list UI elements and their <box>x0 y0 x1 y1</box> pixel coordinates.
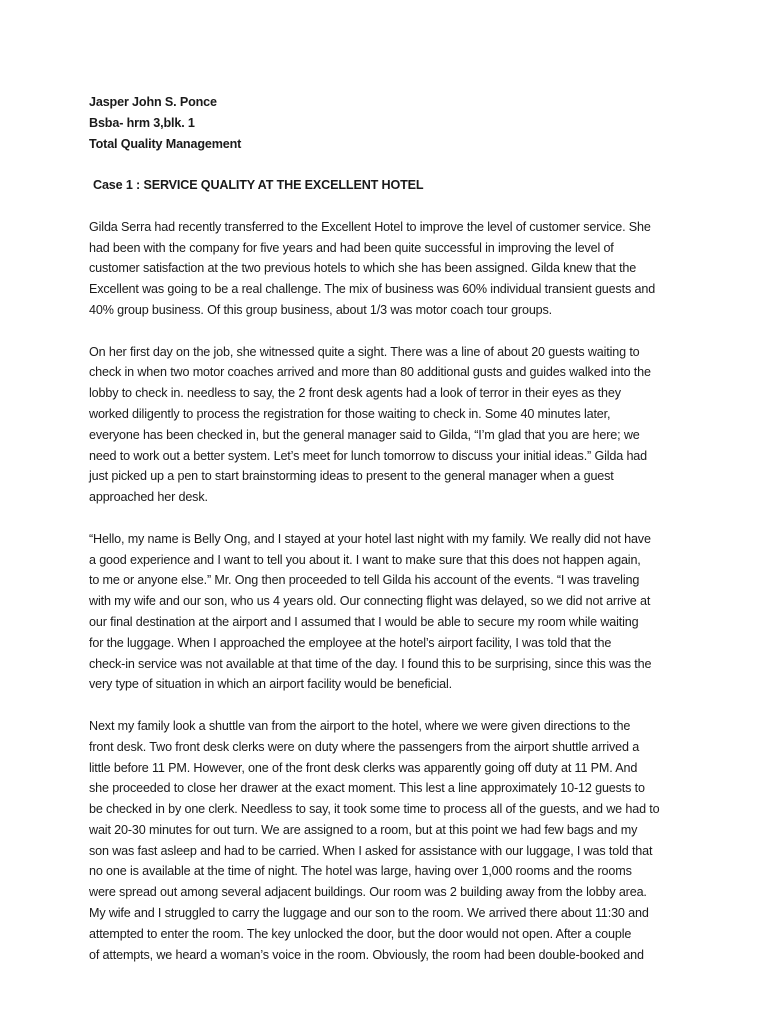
text-line: no one is available at the time of night. The hotel was large, having over 1,000 rooms and the rooms <box>89 864 632 879</box>
text-line: Gilda Serra had recently transferred to the Excellent Hotel to improve the level of customer service. She <box>89 219 651 234</box>
course-section: Bsba- hrm 3,blk. 1 <box>89 115 195 130</box>
text-line: 40% group business. Of this group business, about 1/3 was motor coach tour groups. <box>89 302 553 317</box>
text-line: for the luggage. When I approached the employee at the hotel’s airport facility, I was told that the <box>89 635 612 650</box>
text-line: little before 11 PM. However, one of the front desk clerks was apparently going off duty at 11 PM. And <box>89 760 638 775</box>
text-line: On her first day on the job, she witnessed quite a sight. There was a line of about 20 guests waiting to <box>89 344 640 359</box>
paragraph <box>89 342 668 508</box>
text-line: were spread out among several adjacent buildings. Our room was 2 building away from the lobby area. <box>89 885 647 900</box>
paragraph <box>89 716 668 966</box>
text-line: son was fast asleep and had to be carried. When I asked for assistance with our luggage, I was told that <box>89 843 653 858</box>
text-line: My wife and I struggled to carry the luggage and our son to the room. We arrived there about 11:30 and <box>89 906 649 921</box>
text-line: to me or anyone else.” Mr. Ong then proceeded to tell Gilda his account of the events. “I was traveling <box>89 573 640 588</box>
author-name: Jasper John S. Ponce <box>89 95 217 109</box>
text-line: need to work out a better system. Let’s meet for lunch tomorrow to discuss your initial ideas.” Gilda had <box>89 448 648 463</box>
text-line: be checked in by one clerk. Needless to say, it took some time to process all of the guests, and we had to <box>89 802 660 817</box>
text-line: Next my family look a shuttle van from the airport to the hotel, where we were given directions to the <box>89 718 631 733</box>
text-line: check in when two motor coaches arrived and more than 80 additional gusts and guides walked into the <box>89 365 651 380</box>
text-line: wait 20-30 minutes for out turn. We are assigned to a room, but at this point we had few bags and my <box>89 822 638 837</box>
text-line: with my wife and our son, who us 4 years old. Our connecting flight was delayed, so we did not arrive at <box>89 594 651 609</box>
text-line: worked diligently to process the registration for those waiting to check in. Some 40 minutes later, <box>89 406 611 421</box>
document-body <box>89 217 668 966</box>
paragraph <box>89 529 668 695</box>
text-line: she proceeded to close her drawer at the exact moment. This lest a line approximately 10-12 guests to <box>89 781 645 796</box>
paragraph <box>89 217 668 321</box>
text-line: approached her desk. <box>89 490 208 505</box>
text-line: “Hello, my name is Belly Ong, and I stayed at your hotel last night with my family. We really did not have <box>89 531 651 546</box>
course-title: Total Quality Management <box>89 136 242 151</box>
text-line: everyone has been checked in, but the general manager said to Gilda, “I’m glad that you are here; we <box>89 427 640 442</box>
text-line: front desk. Two front desk clerks were on duty where the passengers from the airport shuttle arrived a <box>89 739 640 754</box>
text-line: lobby to check in. needless to say, the 2 front desk agents had a look of terror in their eyes as they <box>89 386 621 401</box>
text-line: attempted to enter the room. The key unlocked the door, but the door would not open. After a couple <box>89 926 632 941</box>
text-line: very type of situation in which an airport facility would be beneficial. <box>89 677 453 692</box>
text-line: had been with the company for five years and had been quite successful in improving the level of <box>89 240 614 255</box>
text-line: a good experience and I want to tell you about it. I want to make sure that this does not happen again, <box>89 552 641 567</box>
text-line: customer satisfaction at the two previous hotels to which she has been assigned. Gilda knew that the <box>89 261 637 276</box>
text-line: check-in service was not available at that time of the day. I found this to be surprising, since this was the <box>89 656 652 671</box>
text-line: just picked up a pen to start brainstorming ideas to present to the general manager when a guest <box>89 469 614 484</box>
text-line: our final destination at the airport and I assumed that I would be able to secure my room while waiting <box>89 614 639 629</box>
case-title: Case 1 : SERVICE QUALITY AT THE EXCELLENT HOTEL <box>93 178 424 193</box>
text-line: of attempts, we heard a woman’s voice in the room. Obviously, the room had been double-booked and <box>89 947 644 962</box>
text-line: Excellent was going to be a real challenge. The mix of business was 60% individual transient guests and <box>89 282 656 297</box>
